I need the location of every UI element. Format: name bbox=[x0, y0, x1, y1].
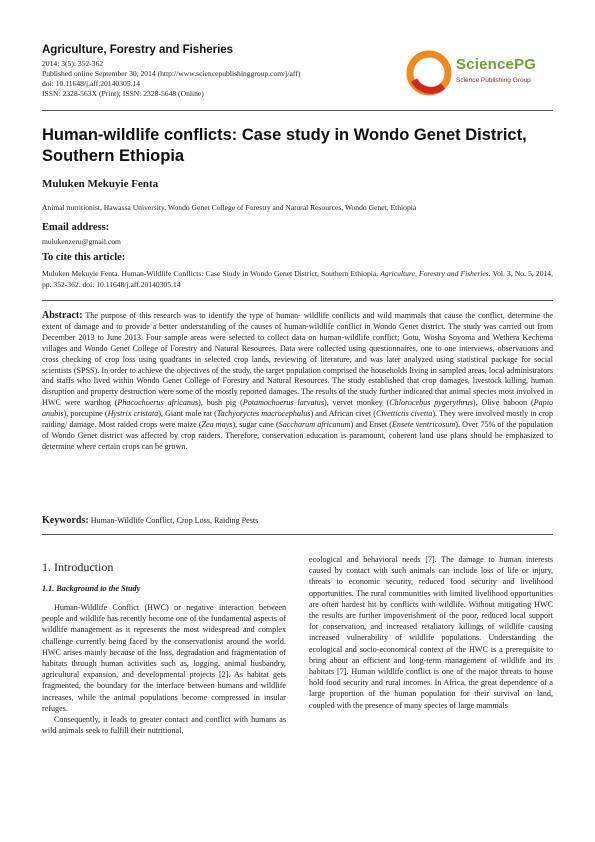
email-address[interactable]: mulukenzeru@gmail.com bbox=[42, 237, 121, 246]
author-name: Muluken Mekuyie Fenta bbox=[42, 178, 159, 190]
section-heading-introduction: 1. Introduction bbox=[42, 560, 114, 574]
logo-name: SciencePG bbox=[456, 56, 537, 73]
subsection-heading: 1.1. Background to the Study bbox=[42, 584, 141, 593]
volume-line: 2014; 3(5): 352-362 bbox=[42, 59, 104, 68]
keywords-label: Keywords: bbox=[42, 515, 89, 526]
keywords-rule bbox=[42, 534, 553, 535]
paper-title: Human-wildlife conflicts: Case study in Wondo Genet District, Southern Ethiopia bbox=[42, 126, 527, 165]
issn-line: ISSN: 2328-563X (Print); ISSN: 2328-5648 (Online) bbox=[42, 89, 204, 98]
left-column bbox=[42, 602, 286, 736]
paragraph: Consequently, it leads to greater contact and conflict with humans as wild animals seek to fulfill their nutritional, bbox=[42, 715, 286, 736]
doi-line[interactable]: doi: 10.11648/j.aff.20140305.14 bbox=[42, 79, 141, 88]
abstract: Abstract: The purpose of this research was to identify the type of human- wildlife conflicts and wild mammals that cause the conflict, determine the extent of damage and to provide a better understanding of the causes of human-wildlife conflict in Wondo Genet district. The study was carried out from December 2013 to June 2013. Four sample areas were selected to collect data on human-wildlife conflict; Gotu, Wosha Soyoma and Wethera Kechema villages and Wondo Genet College of Forestry and Natural Resources. Data were collected using questionnaires, one to one interviews, observations and cross checking of crop loss using quadrants in selected crop lands, reviewing of literature, and was later analyzed using statistical package for social scientists (SPSS). In order to achieve the objectives of the study, the target population comprised the households living in sampled areas, local administrators and staffs who lived within Wondo Genet College of Forestry and Natural Resources. The study established that crop damages, livestock killing, human disruption and property destruction were some of the mostly reported damages. The results of the study further indicated that animal species most involved in HWC were warthog (Phacochoerus africanus), bush pig (Potamochoerus larvatus), vervet monkey (Chlorocebus pygerythrus), Olive baboon (Papio anubis), porcupine (Hystrix cristata), Giant mole rat (Tachyoryctes macrocephalus) and African civet (Civettictis civetta). They were involved mostly in crop raiding/ damage. Most raided crops were maize (Zea mays), sugar cane (Saccharum africanum) and Enset (Ensete ventricosum). Over 75% of the population of Wondo Genet district was affected by crop raiders. Therefore, conservation education is paramount, coherent land use plans should be emphasized to determine where certain crops can be grown. bbox=[42, 310, 554, 451]
paragraph: Human-Wildlife Conflict (HWC) or negative interaction between people and wildlife has recently become one of the fundamental aspects of wildlife management as it represents the most widespread and complex challenge currently being faced by the conservationist around the world. HWC arises mainly because of the loss, degradation and fragmentation of habitats through human activities such as, logging, animal husbandry, agricultural expansion, and developmental projects [2]. As habitat gets fragmented, the boundary for the interface between humans and wildlife increases, while the animal populations become compressed in insular refuges. bbox=[42, 603, 286, 713]
abstract-rule bbox=[42, 300, 553, 301]
affiliation: Animal nutritionist, Hawassa University, Wondo Genet College of Forestry and Natural Resources, Wondo Genet, Ethiopia bbox=[42, 203, 417, 212]
keywords: Keywords: Human-Wildlife Conflict, Crop Loss, Raiding Pests bbox=[42, 515, 259, 526]
citation-text: Muluken Mekuyie Fenta. Human-Wildlife Conflicts: Case Study in Wondo Genet District, Southern Ethiopia. Agriculture, Forestry and Fisheries. Vol. 3, No. 5, 2014, pp. 352-362. doi: 10.11648/j.aff.20140305.14 bbox=[42, 269, 553, 289]
logo-subtitle: Science Publishing Group bbox=[456, 77, 531, 84]
cite-heading: To cite this article: bbox=[42, 252, 126, 263]
published-line[interactable]: Published online September 30, 2014 (http://www.sciencepublishinggroup.com/j/aff) bbox=[42, 69, 301, 78]
header-rule bbox=[42, 110, 553, 111]
sciencepg-logo bbox=[405, 50, 555, 96]
right-column bbox=[309, 554, 553, 711]
sciencepg-ring-icon bbox=[405, 50, 453, 96]
journal-name: Agriculture, Forestry and Fisheries bbox=[42, 44, 234, 56]
paragraph: ecological and behavioral needs [7]. The damage to human interests caused by contact with such animals can include loss of life or injury, threats to economic security, reduced food security and livelihood opportunities. The rural communities with limited livelihood opportunities are often hardest hit by conflicts with wildlife. Without mitigating HWC the results are further impoverishment of the poor, reduced local support for conservation, and increased retaliatory killings of wildlife causing increased vulnerability of wildlife populations. Understanding the ecological and socio-economical context of the HWC is a prerequisite to bring about an efficient and long-term management of wildlife and its habitats [7]. Human wildlife conflict is one of the major threats to house hold food security and rural incomes. In Africa, the great dependence of a large proportion of the human population for their survival on land, coupled with the presence of many species of large mammals bbox=[309, 555, 553, 710]
email-heading: Email address: bbox=[42, 222, 110, 233]
abstract-label: Abstract: bbox=[42, 310, 83, 321]
